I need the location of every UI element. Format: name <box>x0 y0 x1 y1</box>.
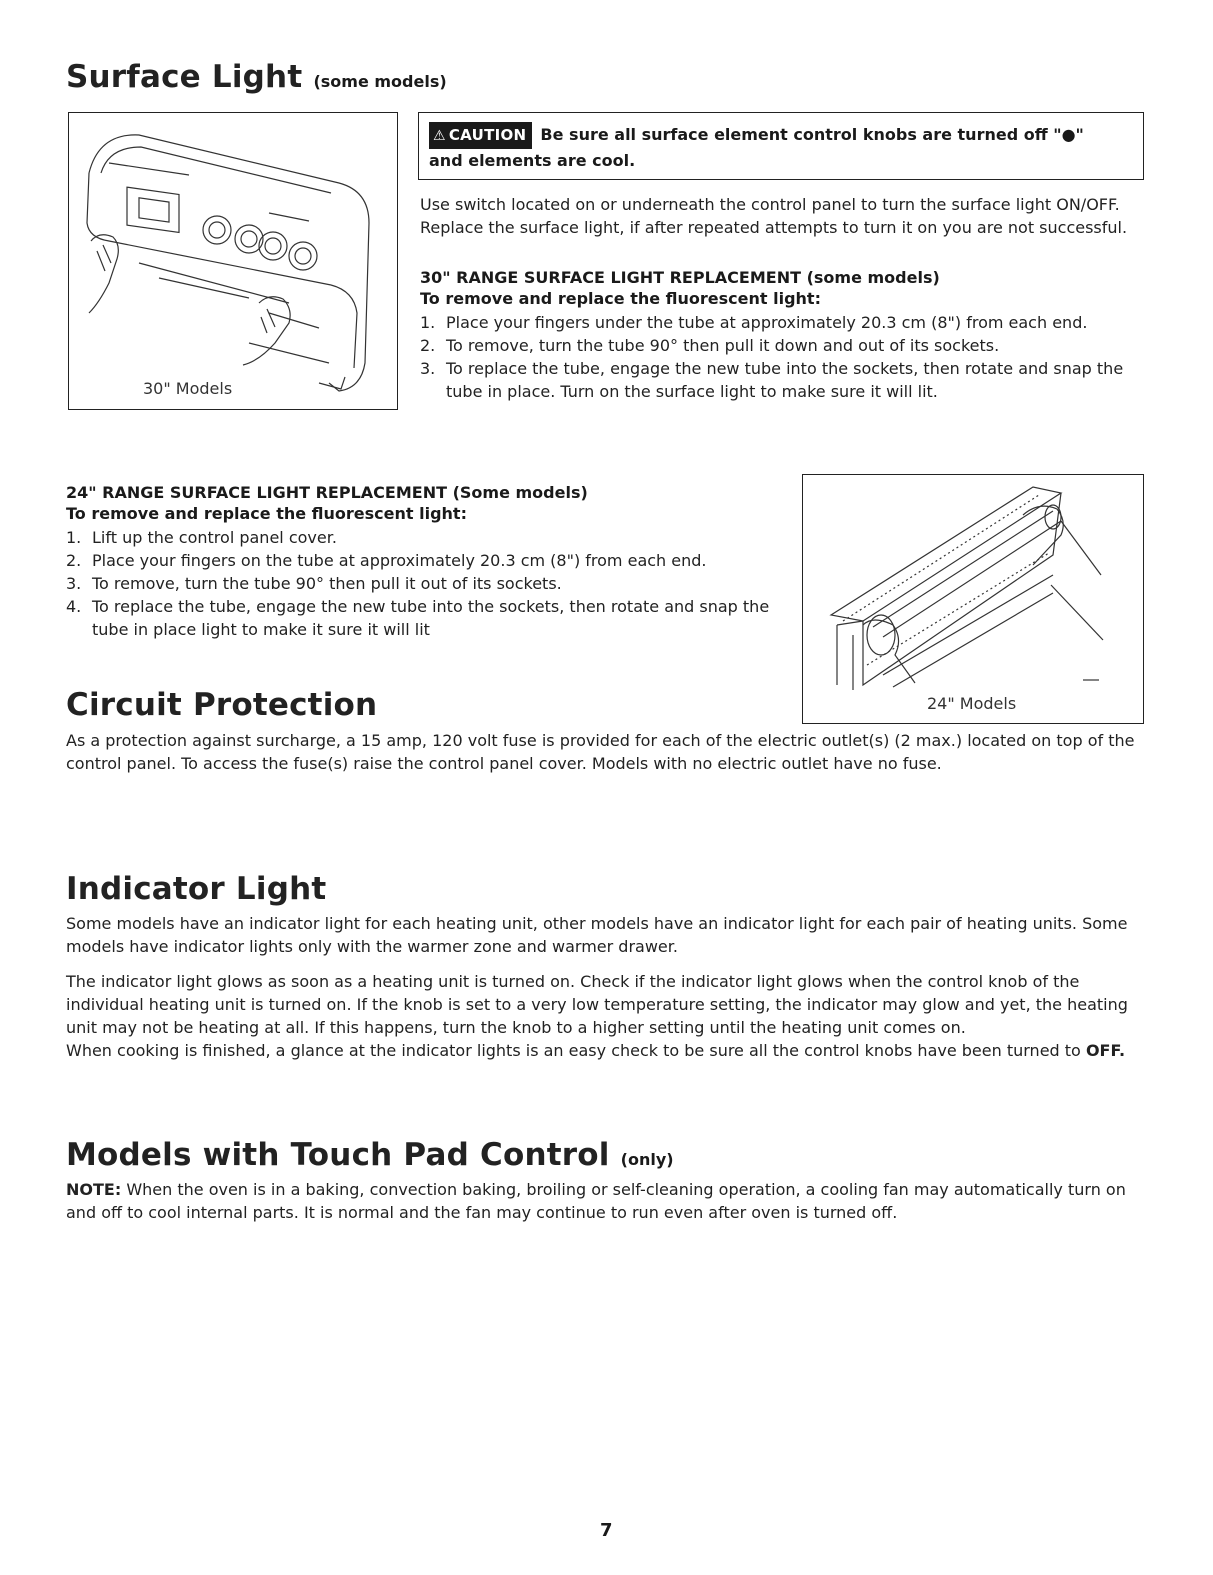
range-30-step: 3. To replace the tube, engage the new tube into the sockets, then rotate and snap the tube in place. Turn on the surface light to make sure it will lit. <box>420 359 1124 401</box>
indicator-light-title: Indicator Light <box>66 871 327 907</box>
range-24-step: 1. Lift up the control panel cover. <box>66 528 337 547</box>
touch-pad-title-note: (only) <box>620 1150 674 1169</box>
circuit-protection-paragraph: As a protection against surcharge, a 15 amp, 120 volt fuse is provided for each of the electric outlet(s) (2 max.) located on top of the control panel. To access the fuse(s) raise the control panel cover. Models with no electric outlet have no fuse. <box>66 731 1135 773</box>
caution-badge-label: CAUTION <box>448 126 527 144</box>
caution-text-line1: Be sure all surface element control knobs are turned off "●" <box>540 125 1084 144</box>
range-24-step: 4. To replace the tube, engage the new tube into the sockets, then rotate and snap the tube in place light to make it sure it will lit <box>66 597 770 639</box>
caution-badge <box>429 122 532 149</box>
caution-text-line2: and elements are cool. <box>429 151 636 170</box>
range-30-step: 2. To remove, turn the tube 90° then pull it down and out of its sockets. <box>420 336 1000 355</box>
intro-line-2: Replace the surface light, if after repeated attempts to turn it on you are not successful. <box>420 218 1128 237</box>
touch-pad-title: Models with Touch Pad Control <box>66 1137 610 1173</box>
figure-30-models <box>68 112 398 410</box>
caution-box <box>418 112 1144 180</box>
intro-line-1: Use switch located on or underneath the control panel to turn the surface light ON/OFF. <box>420 195 1120 214</box>
circuit-protection-title: Circuit Protection <box>66 687 378 723</box>
range-30-heading: 30" RANGE SURFACE LIGHT REPLACEMENT (some models) <box>420 268 940 287</box>
indicator-light-para2: The indicator light glows as soon as a heating unit is turned on. Check if the indicator light glows when the control knob of the individual heating unit is turned on. If the knob is set to a very low temperature setting, the indicator may glow and yet, the heating unit may not be heating at all. If this happens, turn the knob to a higher setting until the heating unit comes on. <box>66 972 1128 1037</box>
warning-triangle-icon: ⚠ <box>433 128 446 144</box>
range-24-steps <box>66 526 786 641</box>
note-text: When the oven is in a baking, convection baking, broiling or self-cleaning operation, a cooling fan may automatically turn on and off to cool internal parts. It is normal and the fan may continue to run even after oven is turned off. <box>66 1180 1126 1222</box>
off-keyword: OFF. <box>1085 1041 1126 1060</box>
range-30-section <box>420 267 1148 403</box>
figure-24-models <box>802 474 1144 724</box>
range-30-steps <box>420 311 1148 403</box>
surface-light-intro <box>420 193 1150 239</box>
range-24-illustration <box>803 475 1143 723</box>
range-24-section <box>66 482 786 641</box>
range-24-heading: 24" RANGE SURFACE LIGHT REPLACEMENT (Some models) <box>66 483 588 502</box>
surface-light-heading <box>66 59 447 95</box>
circuit-protection-text <box>66 729 1151 775</box>
touch-pad-note <box>66 1178 1126 1224</box>
touch-pad-heading <box>66 1137 674 1173</box>
range-30-step: 1. Place your fingers under the tube at approximately 20.3 cm (8") from each end. <box>420 313 1088 332</box>
surface-light-title: Surface Light <box>66 59 303 95</box>
figure-30-caption: 30" Models <box>143 379 233 398</box>
indicator-light-para3: When cooking is finished, a glance at the indicator lights is an easy check to be sure all the control knobs have been turned to OFF. <box>66 1041 1126 1060</box>
range-24-step: 2. Place your fingers on the tube at approximately 20.3 cm (8") from each end. <box>66 551 707 570</box>
note-label: NOTE: <box>66 1180 122 1199</box>
range-24-subheading: To remove and replace the fluorescent light: <box>66 504 467 523</box>
indicator-light-para1: Some models have an indicator light for each heating unit, other models have an indicator light for each pair of heating units. Some models have indicator lights only with the warmer zone and warmer drawer. <box>66 914 1128 956</box>
indicator-light-text <box>66 912 1151 1062</box>
range-30-subheading: To remove and replace the fluorescent light: <box>420 289 821 308</box>
surface-light-title-note: (some models) <box>313 72 447 91</box>
figure-24-caption: 24" Models <box>927 694 1017 713</box>
page-number: 7 <box>600 1520 613 1541</box>
range-30-illustration <box>69 113 397 409</box>
range-24-step: 3. To remove, turn the tube 90° then pull it out of its sockets. <box>66 574 562 593</box>
